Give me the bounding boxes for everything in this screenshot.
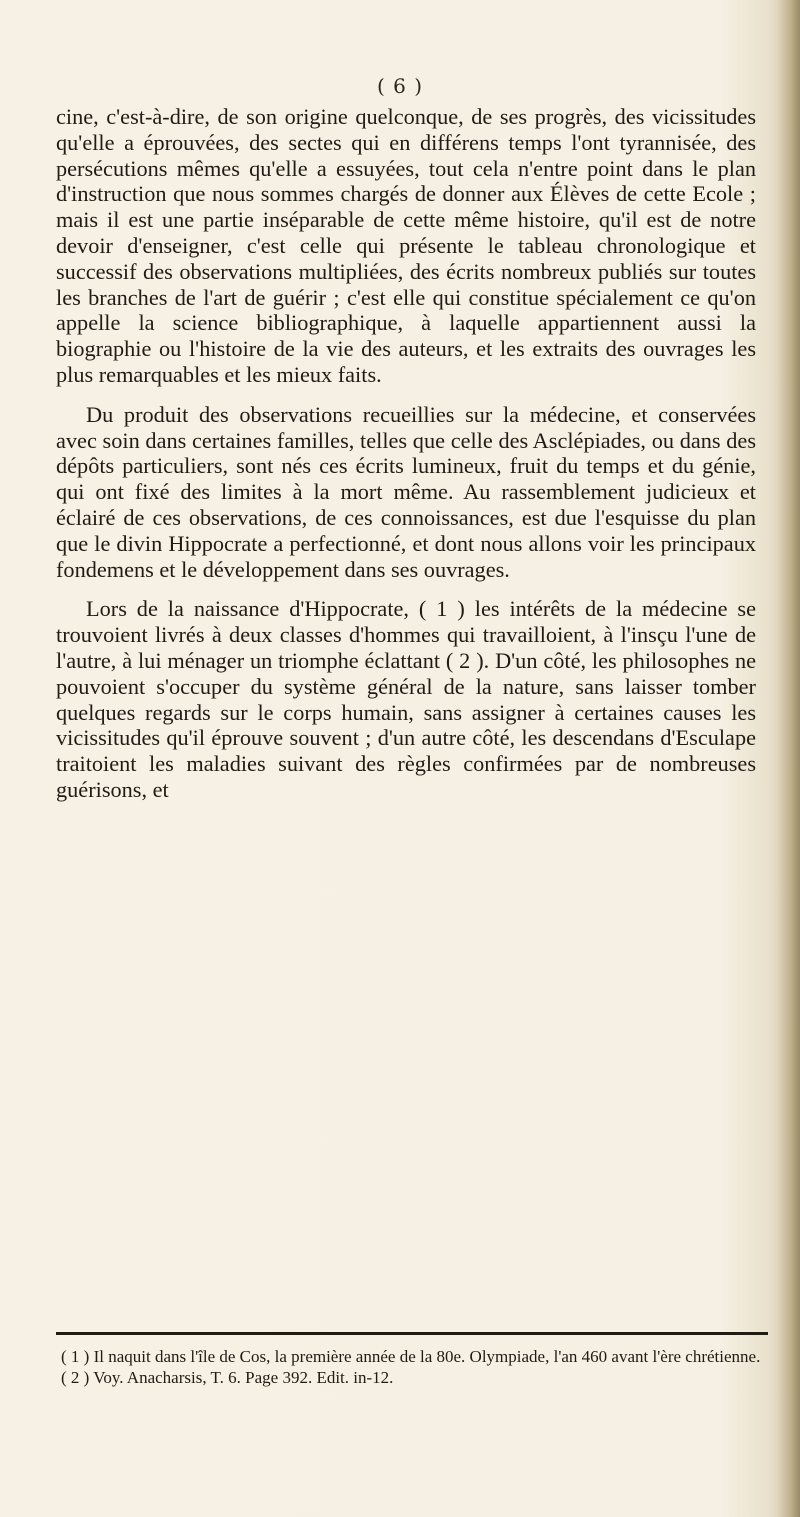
main-text bbox=[56, 104, 756, 817]
paragraph-3: Lors de la naissance d'Hippocrate, ( 1 ) les intérêts de la médecine se trouvoient livrés à deux classes d'hommes qui travailloient, à l'insçu l'une de l'autre, à lui ménager un triomphe éclattant ( 2 ). D'un côté, les philosophes ne pouvoient s'occuper du système général de la nature, sans laisser tomber quelques regards sur le corps humain, sans assigner à certaines causes les vicissitudes qu'il éprouve souvent ; d'un autre côté, les descendans d'Esculape traitoient les maladies suivant des règles confirmées par de nombreuses guérisons, et bbox=[56, 596, 756, 802]
paragraph-1: cine, c'est-à-dire, de son origine quelconque, de ses progrès, des vicissitudes qu'elle a éprouvées, des sectes qui en différens temps l'ont tyrannisée, des persécutions mêmes qu'elle a essuyées, tout cela n'entre point dans le plan d'instruction que nous sommes chargés de donner aux Élèves de cette Ecole ; mais il est une partie inséparable de cette même histoire, qu'il est de notre devoir d'enseigner, c'est celle qui présente le tableau chronologique et successif des observations multipliées, des écrits nombreux publiés sur toutes les branches de l'art de guérir ; c'est elle qui constitue spécialement ce qu'on appelle la science bibliographique, à laquelle appartiennent aussi la biographie ou l'histoire de la vie des auteurs, et les extraits des ouvrages les plus remarquables et les mieux faits. bbox=[56, 104, 756, 387]
footnotes bbox=[56, 1346, 768, 1388]
footnote-1: ( 1 ) Il naquit dans l'île de Cos, la première année de la 80e. Olympiade, l'an 460 avant l'ère chrétienne. bbox=[61, 1347, 761, 1366]
page-edge-shadow bbox=[778, 0, 800, 1517]
paragraph-2: Du produit des observations recueillies sur la médecine, et conservées avec soin dans certaines familles, telles que celle des Asclépiades, ou dans des dépôts particuliers, sont nés ces écrits lumineux, fruit du temps et du génie, qui ont fixé des limites à la mort même. Au rassemblement judicieux et éclairé de ces observations, de ces connoissances, est due l'esquisse du plan que le divin Hippocrate a perfectionné, et dont nous allons voir les principaux fondemens et le développement dans ses ouvrages. bbox=[56, 401, 756, 582]
footnote-2: ( 2 ) Voy. Anacharsis, T. 6. Page 392. Edit. in-12. bbox=[61, 1368, 394, 1387]
footnote-separator bbox=[56, 1332, 768, 1335]
page-number: ( 6 ) bbox=[376, 74, 424, 98]
